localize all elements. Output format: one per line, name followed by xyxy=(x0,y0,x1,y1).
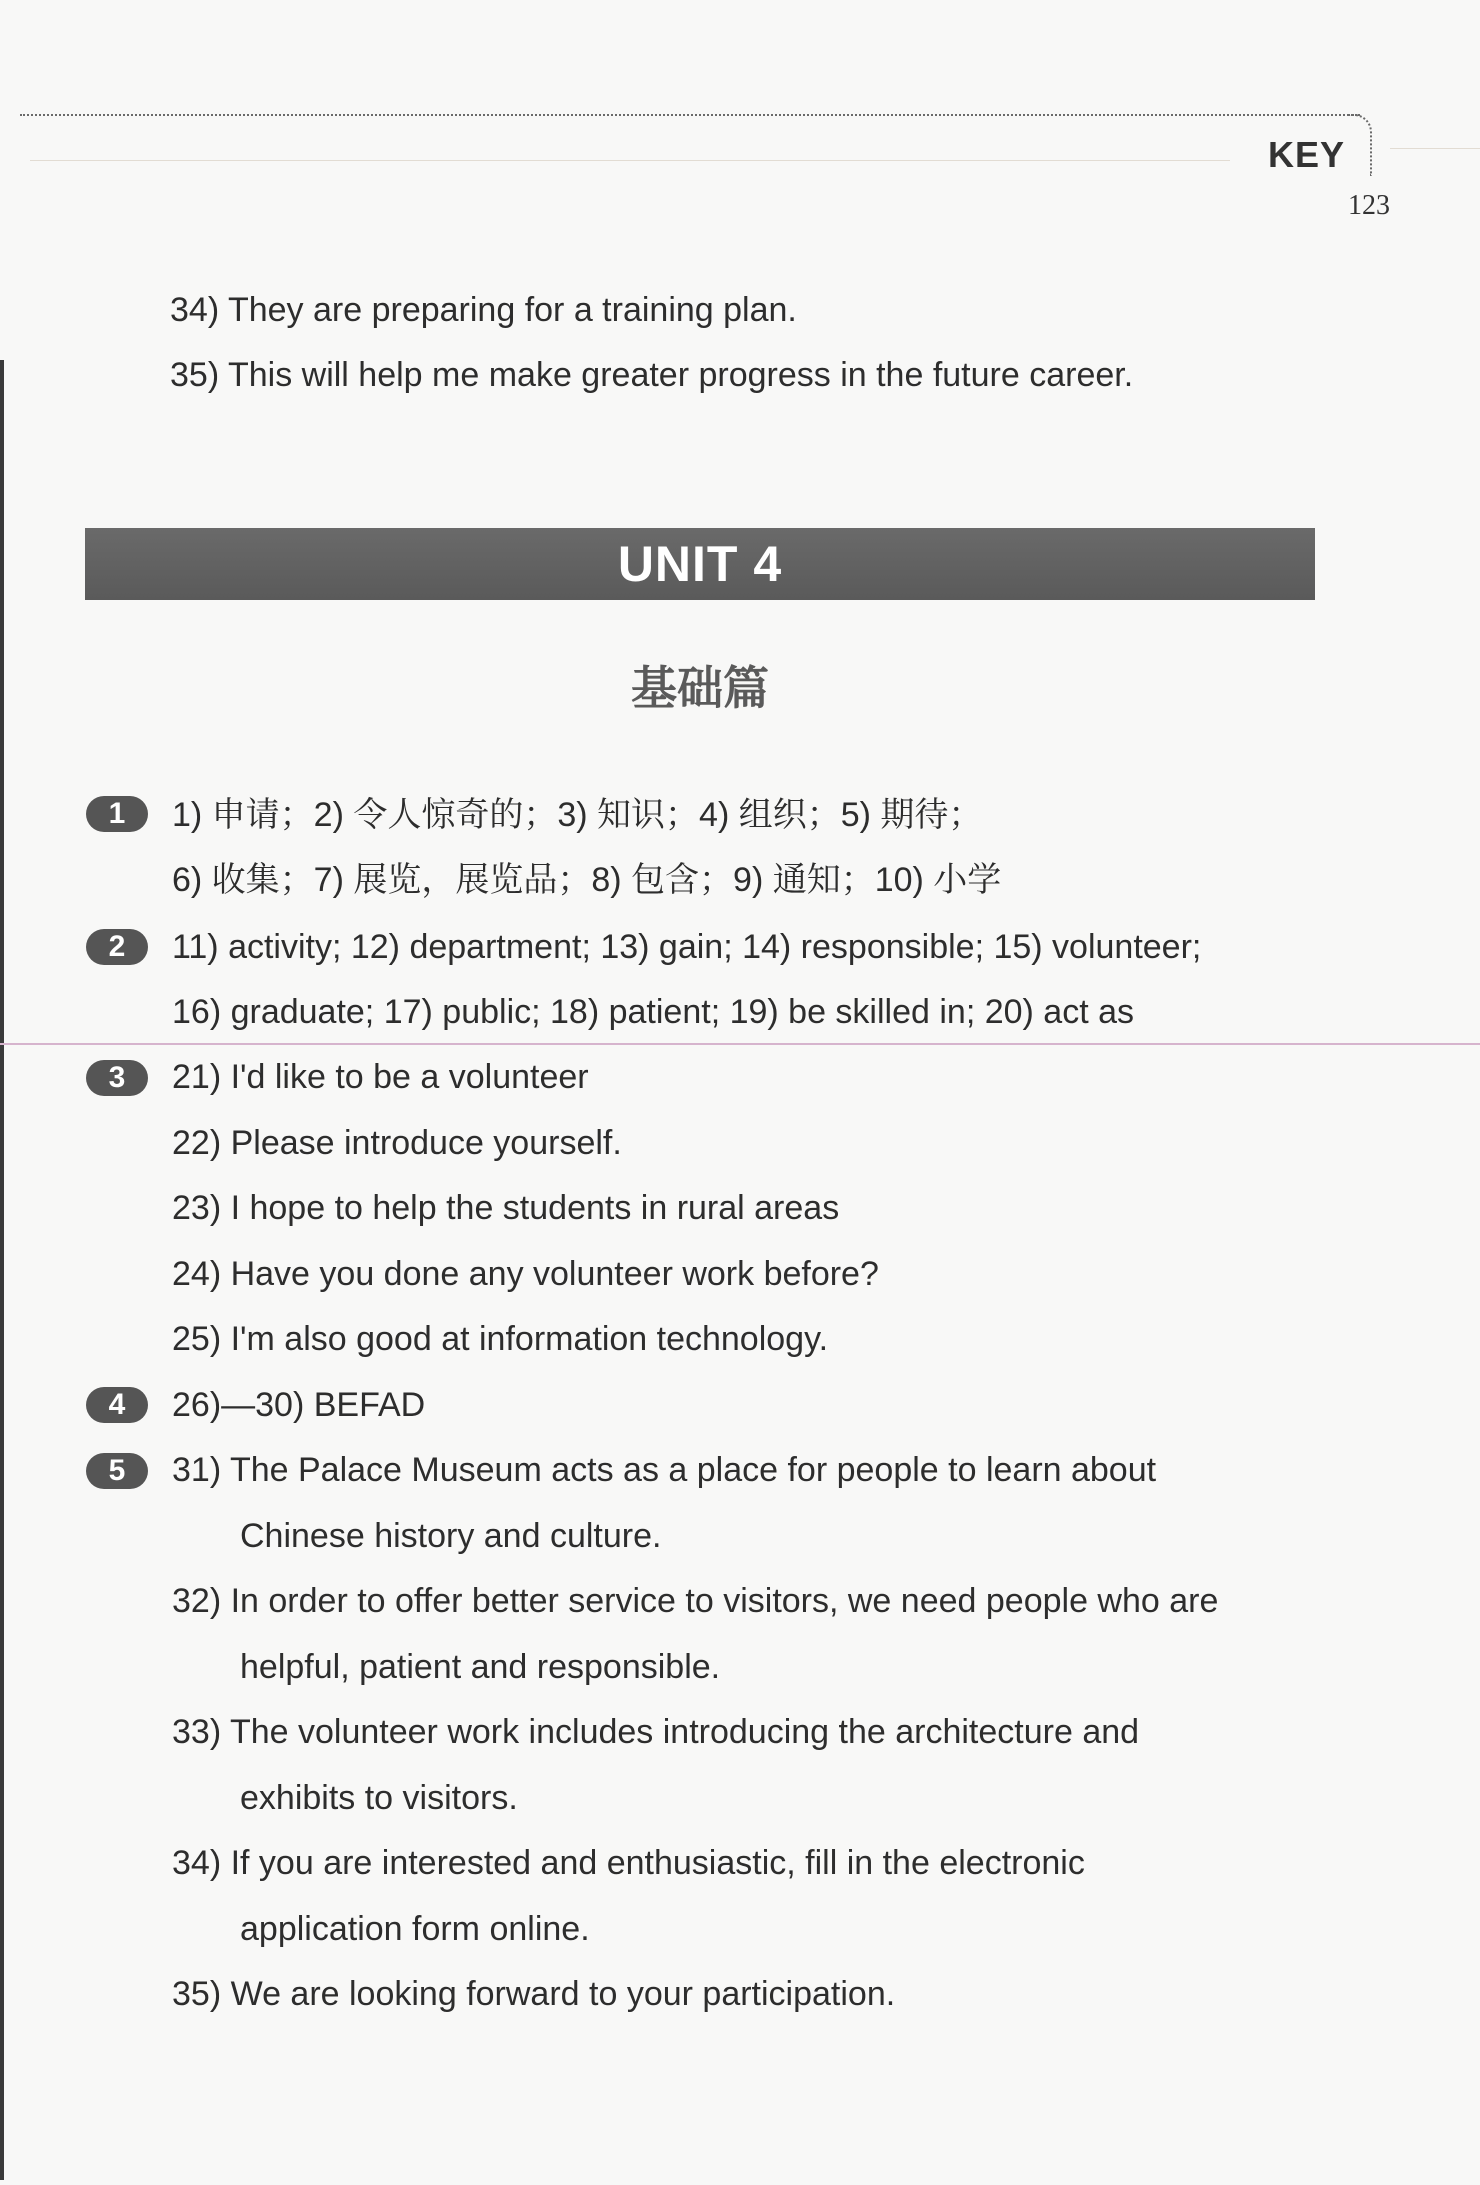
header-faint-rule-right xyxy=(1390,148,1480,149)
section-title: 基础篇 xyxy=(631,661,769,715)
exercise-4-line-1: 26)—30) BEFAD xyxy=(172,1386,426,1424)
exercise-5-line-3: 32) In order to offer better service to visitors, we need people who are xyxy=(172,1582,1219,1620)
exercise-3-line-3: 23) I hope to help the students in rural areas xyxy=(172,1189,840,1227)
exercise-5-line-9: 35) We are looking forward to your participation. xyxy=(172,1975,896,2013)
exercise-5-line-6: exhibits to visitors. xyxy=(240,1779,518,1817)
key-label: KEY xyxy=(1268,134,1346,175)
exercise-number-badge: 1 xyxy=(86,796,148,832)
exercise-3-line-5: 25) I'm also good at information technology. xyxy=(172,1320,829,1358)
exercise-1-line-1: 1) 申请；2) 令人惊奇的；3) 知识；4) 组织；5) 期待； xyxy=(172,796,983,834)
page-left-edge xyxy=(0,360,4,2180)
exercise-5-line-4: helpful, patient and responsible. xyxy=(240,1648,721,1686)
header-faint-rule xyxy=(30,160,1230,161)
header-dotted-rule xyxy=(20,114,1360,116)
unit-title: UNIT 4 xyxy=(617,536,783,592)
exercise-number-badge: 4 xyxy=(86,1387,148,1423)
exercise-2-line-2: 16) graduate; 17) public; 18) patient; 19) be skilled in; 20) act as xyxy=(172,993,1135,1031)
previous-answer-35: 35) This will help me make greater progress in the future career. xyxy=(170,356,1134,394)
exercise-number-badge: 5 xyxy=(86,1453,148,1489)
exercise-2-line-1: 11) activity; 12) department; 13) gain; 14) responsible; 15) volunteer; xyxy=(172,928,1202,966)
unit-banner xyxy=(85,528,1315,600)
exercise-3-line-2: 22) Please introduce yourself. xyxy=(172,1124,622,1162)
exercise-5-line-7: 34) If you are interested and enthusiastic, fill in the electronic xyxy=(172,1844,1085,1882)
exercise-3-line-1: 21) I'd like to be a volunteer xyxy=(172,1058,589,1096)
previous-answer-34: 34) They are preparing for a training plan. xyxy=(170,291,797,329)
exercise-5-line-8: application form online. xyxy=(240,1910,590,1948)
exercise-number-badge: 2 xyxy=(86,929,148,965)
exercise-5-line-5: 33) The volunteer work includes introducing the architecture and xyxy=(172,1713,1140,1751)
exercise-3-line-4: 24) Have you done any volunteer work before? xyxy=(172,1255,879,1293)
exercise-5-line-2: Chinese history and culture. xyxy=(240,1517,662,1555)
exercise-number-badge: 3 xyxy=(86,1060,148,1096)
header-corner-curve xyxy=(1348,114,1372,176)
scan-margin-rule xyxy=(0,1043,1480,1045)
exercise-5-line-1: 31) The Palace Museum acts as a place for people to learn about xyxy=(172,1451,1157,1489)
exercise-1-line-2: 6) 收集；7) 展览，展览品；8) 包含；9) 通知；10) 小学 xyxy=(172,861,1002,899)
page-number: 123 xyxy=(1348,190,1390,221)
